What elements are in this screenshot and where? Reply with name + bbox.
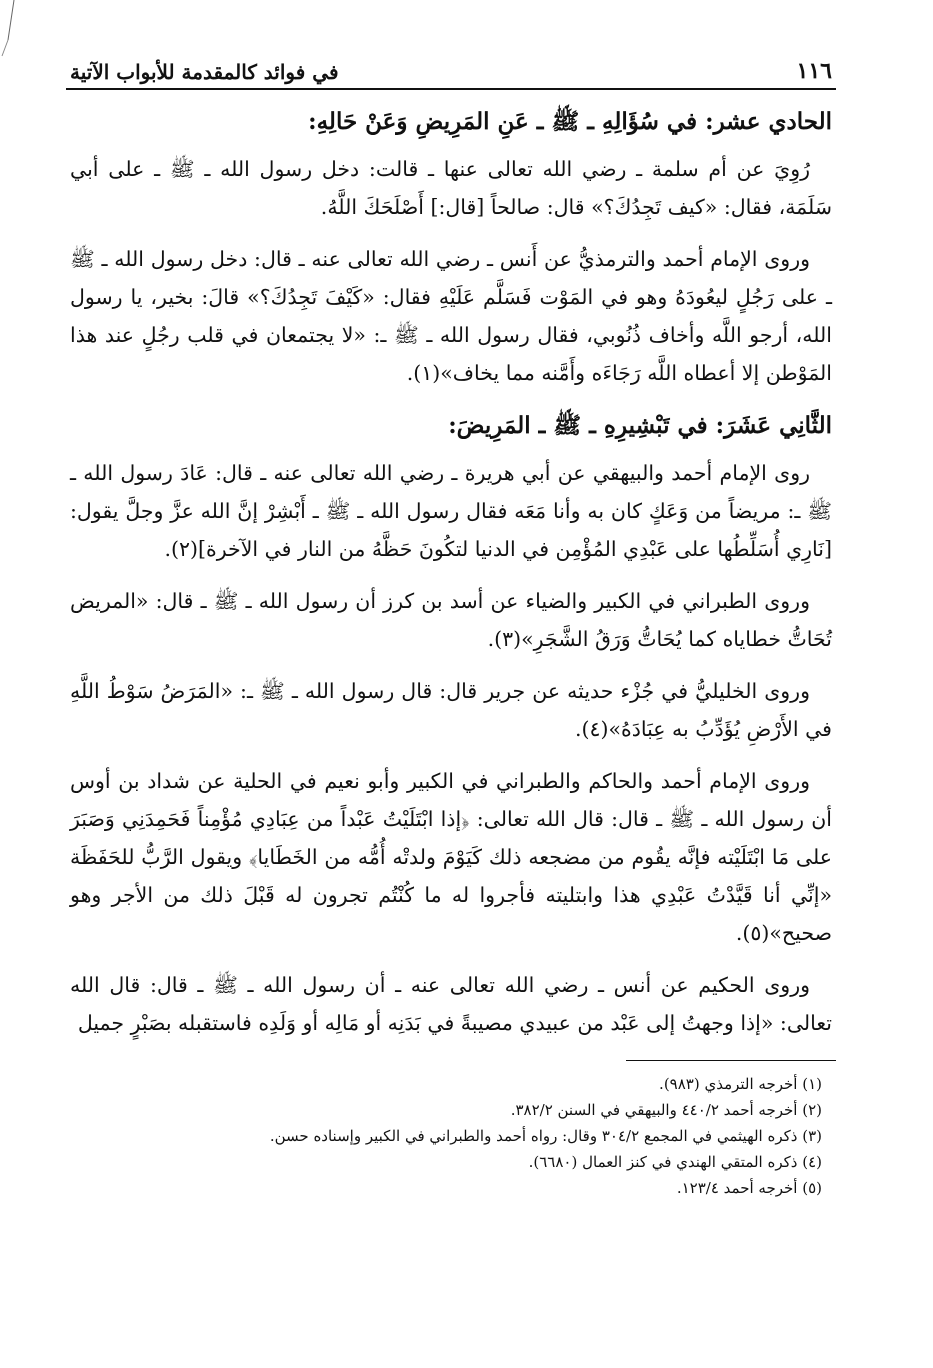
footnotes	[66, 1071, 836, 1201]
section-heading: الحادي عشر: في سُؤَالِهِ ـ ﷺ ـ عَنِ المَرِيضِ وَعَنْ حَالِهِ:	[308, 108, 832, 135]
book-page	[66, 50, 836, 1350]
paragraph: وروى الطبراني في الكبير والضياء عن أسد بن كرز أن رسول الله ـ ﷺ ـ قال: «المريض تُحَاتُّ خطاياه كما يُحَاتُّ وَرَقُ الشَّجَرِ»(٣).	[70, 589, 832, 651]
footnote-divider	[626, 1060, 836, 1061]
paragraph: رُوِيَ عن أم سلمة ـ رضي الله تعالى عنها ـ قالت: دخل رسول الله ـ ﷺ ـ على أبي سَلَمَة، فقال: «كيف تَجِدُكَ؟» قال: صالحاً [قال:] أَصْلَحَكَ اللَّهُ.	[70, 157, 832, 219]
section-twelve	[66, 406, 836, 1042]
paragraph: وروى الإمام أحمد والحاكم والطبراني في الكبير وأبو نعيم في الحلية عن شداد بن أوس أن رسول الله ـ ﷺ ـ قال: قال الله تعالى: ﴿إذا ابْتَلَيْتُ عَبْداً من عِبَادِي مُؤْمِناً فَحَمِدَنِي وَصَبَرَ على مَا ابْتَلَيْته فإنَّه يقُوم من مضجعه ذلك كَيَوْمَ ولدتْه أُمُّه من الخَطَايا﴾ ويقول الرَّبُّ للحَفَظَة «إنِّي أنا قَيَّدْتُ عَبْدِي هذا وابتليته فأجروا له ما كُنْتُم تجرون له قَبْلَ ذلك من الأجر وهو صحيح»(٥).	[70, 769, 832, 945]
running-title: في فوائد كالمقدمة للأبواب الآتية	[70, 60, 339, 84]
footnote: (٣) ذكره الهيثمي في المجمع ٣٠٤/٢ وقال: رواه أحمد والطبراني في الكبير وإسناده حسن.	[269, 1127, 822, 1145]
paragraph: وروى الخليليُّ في جُزْء حديثه عن جرير قال: قال رسول الله ـ ﷺ ـ: «المَرَضُ سَوْطُ اللَّهِ في الأَرْضِ يُؤَدِّبُ به عِبَادَهُ»(٤).	[70, 679, 832, 741]
page-edge-mark	[0, 0, 20, 60]
footnote: (٤) ذكره المتقي الهندي في كنز العمال (٦٦٨٠).	[528, 1153, 822, 1171]
section-eleven	[66, 102, 836, 392]
paragraph: وروى الإمام أحمد والترمذيُّ عن أَنس ـ رضي الله تعالى عنه ـ قال: دخل رسول الله ـ ﷺ ـ على رَجُلٍ ليعُودَهُ وهو في المَوْت فَسَلَّم عَلَيْهِ فقال: «كَيْفَ تَجِدُكَ؟» قالَ: بخير، يا رسول الله، أرجو اللَّه وأخاف ذُنُوبي، فقال رسول الله ـ ﷺ ـ: «لا يجتمعان في قلب رجُلٍ عند هذا المَوْطن إلا أعطاه اللَّه رَجَاءَه وأَمَّنه مما يخاف»(١).	[70, 247, 832, 385]
section-heading: الثَّانِي عَشَرَ: في تَبْشِيرِهِ ـ ﷺ ـ المَرِيضَ:	[448, 412, 832, 439]
page-number: ١١٦	[796, 58, 832, 84]
paragraph: روى الإمام أحمد والبيهقي عن أبي هريرة ـ رضي الله تعالى عنه ـ قال: عَادَ رسول الله ـ ﷺ ـ: مريضاً من وَعَكٍ كان به وأنا مَعَه فقال رسول الله ـ ﷺ ـ أَبْشِرْ إنَّ الله عزَّ وجلَّ يقول: [نَارِي أُسَلِّطُها على عَبْدِي المُؤْمِن في الدنيا لتكُونَ حَظَّهُ من النار في الآخرة](٢).	[70, 461, 832, 561]
footnote: (١) أخرجه الترمذي (٩٨٣).	[659, 1075, 822, 1093]
running-header	[66, 50, 836, 90]
paragraph: وروى الحكيم عن أنس ـ رضي الله تعالى عنه ـ أن رسول الله ـ ﷺ ـ قال: قال الله تعالى: «إذا وجهتُ إلى عَبْد من عبيدي مصيبةً في بَدَنِه أو مَالِه أو وَلَدِه فاستقبله بصَبْرٍ جميل	[70, 973, 832, 1035]
footnote: (٢) أخرجه أحمد ٤٤٠/٢ والبيهقي في السنن ٣٨٢/٢.	[510, 1101, 822, 1119]
footnote: (٥) أخرجه أحمد ١٢٣/٤.	[676, 1179, 822, 1197]
